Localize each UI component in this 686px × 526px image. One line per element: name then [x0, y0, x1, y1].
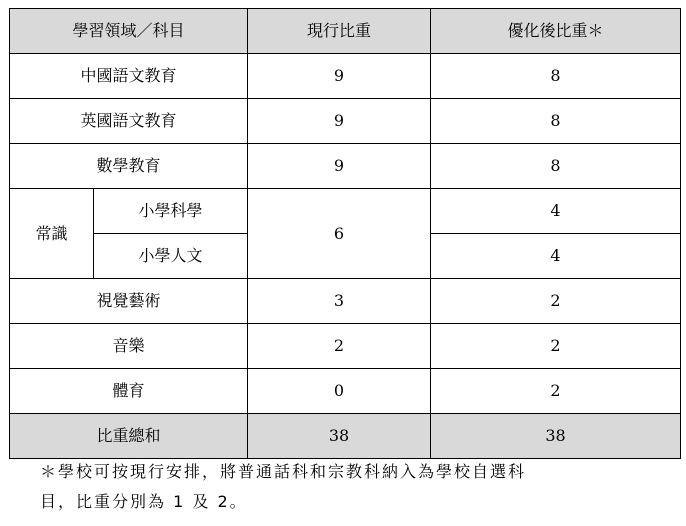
subject-cell: 小學人文 — [94, 234, 248, 279]
optimized-cell: 4 — [431, 234, 681, 279]
subject-cell: 英國語文教育 — [10, 99, 248, 144]
table-row — [10, 279, 681, 324]
optimized-cell: 8 — [431, 54, 681, 99]
current-cell: 3 — [248, 279, 431, 324]
current-cell: 9 — [248, 99, 431, 144]
optimized-cell: 8 — [431, 99, 681, 144]
current-cell: 9 — [248, 144, 431, 189]
optimized-cell: 4 — [431, 189, 681, 234]
general-studies-label: 常識 — [10, 189, 94, 279]
total-label: 比重總和 — [10, 414, 248, 459]
subject-cell: 中國語文教育 — [10, 54, 248, 99]
weighting-table — [9, 8, 681, 459]
optimized-cell: 2 — [431, 324, 681, 369]
header-subject: 學習領域／科目 — [10, 9, 248, 54]
optimized-cell: 8 — [431, 144, 681, 189]
table-row — [10, 144, 681, 189]
current-cell: 9 — [248, 54, 431, 99]
header-optimized-weighting: 優化後比重＊ — [431, 9, 681, 54]
table-row — [10, 54, 681, 99]
total-current: 38 — [248, 414, 431, 459]
table-row — [10, 369, 681, 414]
footnote-line-1: ＊學校可按現行安排，將普通話科和宗教科納入為學校自選科 — [40, 462, 527, 481]
subject-cell: 數學教育 — [10, 144, 248, 189]
subject-cell: 體育 — [10, 369, 248, 414]
footnote-line-2: 目，比重分別為 1 及 2。 — [40, 492, 248, 511]
header-current-weighting: 現行比重 — [248, 9, 431, 54]
optimized-cell: 2 — [431, 279, 681, 324]
subject-cell: 視覺藝術 — [10, 279, 248, 324]
total-optimized: 38 — [431, 414, 681, 459]
header-row — [10, 9, 681, 54]
table-row — [10, 99, 681, 144]
table-row — [10, 324, 681, 369]
subject-cell: 小學科學 — [94, 189, 248, 234]
optimized-cell: 2 — [431, 369, 681, 414]
total-row — [10, 414, 681, 459]
footnote — [40, 457, 670, 517]
subject-cell: 音樂 — [10, 324, 248, 369]
current-cell: 2 — [248, 324, 431, 369]
table-row — [10, 189, 681, 234]
current-cell: 0 — [248, 369, 431, 414]
current-cell: 6 — [248, 189, 431, 279]
